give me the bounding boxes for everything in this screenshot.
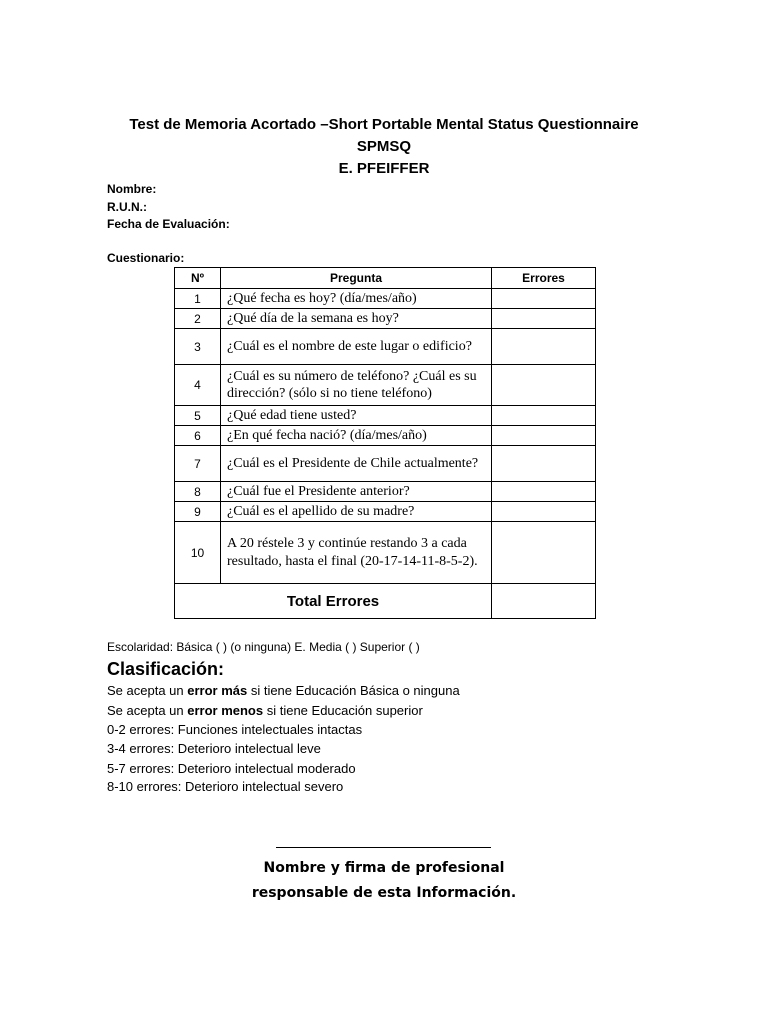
row-errores-cell[interactable] (492, 446, 596, 482)
table-header-row (175, 268, 596, 289)
row-errores-cell[interactable] (492, 309, 596, 329)
total-errores-cell[interactable] (492, 584, 596, 619)
header-errores: Errores (492, 268, 596, 289)
rule-emphasis: error más (187, 683, 248, 698)
header-numero: Nº (175, 268, 221, 289)
row-errores-cell[interactable] (492, 482, 596, 502)
row-errores-cell[interactable] (492, 426, 596, 446)
row-number: 2 (175, 309, 221, 329)
signature-line (276, 847, 491, 848)
row-errores-cell[interactable] (492, 289, 596, 309)
rule-text: si tiene Educación superior (263, 703, 423, 718)
total-errores-label: Total Errores (175, 584, 492, 619)
row-question: ¿Cuál es su número de teléfono? ¿Cuál es su dirección? (sólo si no tiene teléfono) (221, 365, 492, 406)
field-nombre-label: Nombre: (107, 182, 157, 196)
range-item: 3-4 errores: Deterioro intelectual leve (107, 741, 321, 756)
document-title: Test de Memoria Acortado –Short Portable Mental Status Questionnaire (129, 116, 639, 133)
row-errores-cell[interactable] (492, 365, 596, 406)
questionnaire-table (174, 267, 596, 619)
range-item: 8-10 errores: Deterioro intelectual severo (107, 779, 344, 794)
row-number: 6 (175, 426, 221, 446)
row-number: 9 (175, 502, 221, 522)
document-subtitle: SPMSQ (356, 138, 412, 155)
total-row (175, 584, 596, 619)
row-errores-cell[interactable] (492, 502, 596, 522)
row-errores-cell[interactable] (492, 522, 596, 584)
row-errores-cell[interactable] (492, 329, 596, 365)
signature-caption-line2: responsable de esta Información. (251, 885, 517, 901)
clasificacion-heading: Clasificación: (107, 659, 225, 679)
row-question: ¿En qué fecha nació? (día/mes/año) (221, 426, 492, 446)
header-pregunta: Pregunta (221, 268, 492, 289)
rule-text: Se acepta un (107, 703, 188, 718)
row-question: ¿Qué edad tiene usted? (221, 406, 492, 426)
row-number: 4 (175, 365, 221, 406)
rule-emphasis: error menos (187, 703, 264, 718)
row-number: 3 (175, 329, 221, 365)
row-number: 5 (175, 406, 221, 426)
range-item: 5-7 errores: Deterioro intelectual moderado (107, 761, 356, 776)
rule-error-menos (107, 702, 423, 720)
rule-text: si tiene Educación Básica o ninguna (247, 683, 460, 698)
row-question: ¿Qué fecha es hoy? (día/mes/año) (221, 289, 492, 309)
row-number: 8 (175, 482, 221, 502)
table-row (175, 365, 596, 406)
row-number: 10 (175, 522, 221, 584)
cuestionario-label: Cuestionario: (107, 251, 185, 265)
table-row (175, 502, 596, 522)
range-item: 0-2 errores: Funciones intelectuales intactas (107, 722, 363, 737)
table-row (175, 482, 596, 502)
signature-caption-line1: Nombre y firma de profesional (263, 860, 505, 876)
escolaridad-line: Escolaridad: Básica ( ) (o ninguna) E. Media ( ) Superior ( ) (107, 640, 420, 654)
field-fecha-label: Fecha de Evaluación: (107, 217, 230, 231)
table-row (175, 309, 596, 329)
document-author: E. PFEIFFER (338, 160, 430, 177)
row-number: 7 (175, 446, 221, 482)
row-question: ¿Cuál fue el Presidente anterior? (221, 482, 492, 502)
row-number: 1 (175, 289, 221, 309)
table-row (175, 329, 596, 365)
table-row (175, 426, 596, 446)
table-row (175, 406, 596, 426)
row-question: ¿Cuál es el Presidente de Chile actualmente? (221, 446, 492, 482)
row-errores-cell[interactable] (492, 406, 596, 426)
rule-error-mas (107, 682, 460, 700)
row-question: A 20 réstele 3 y continúe restando 3 a cada resultado, hasta el final (20-17-14-11-8-5-2). (221, 522, 492, 584)
table-row (175, 446, 596, 482)
rule-text: Se acepta un (107, 683, 188, 698)
row-question: ¿Cuál es el nombre de este lugar o edificio? (221, 329, 492, 365)
table-row (175, 522, 596, 584)
table-row (175, 289, 596, 309)
row-question: ¿Cuál es el apellido de su madre? (221, 502, 492, 522)
field-run-label: R.U.N.: (107, 200, 147, 214)
row-question: ¿Qué día de la semana es hoy? (221, 309, 492, 329)
